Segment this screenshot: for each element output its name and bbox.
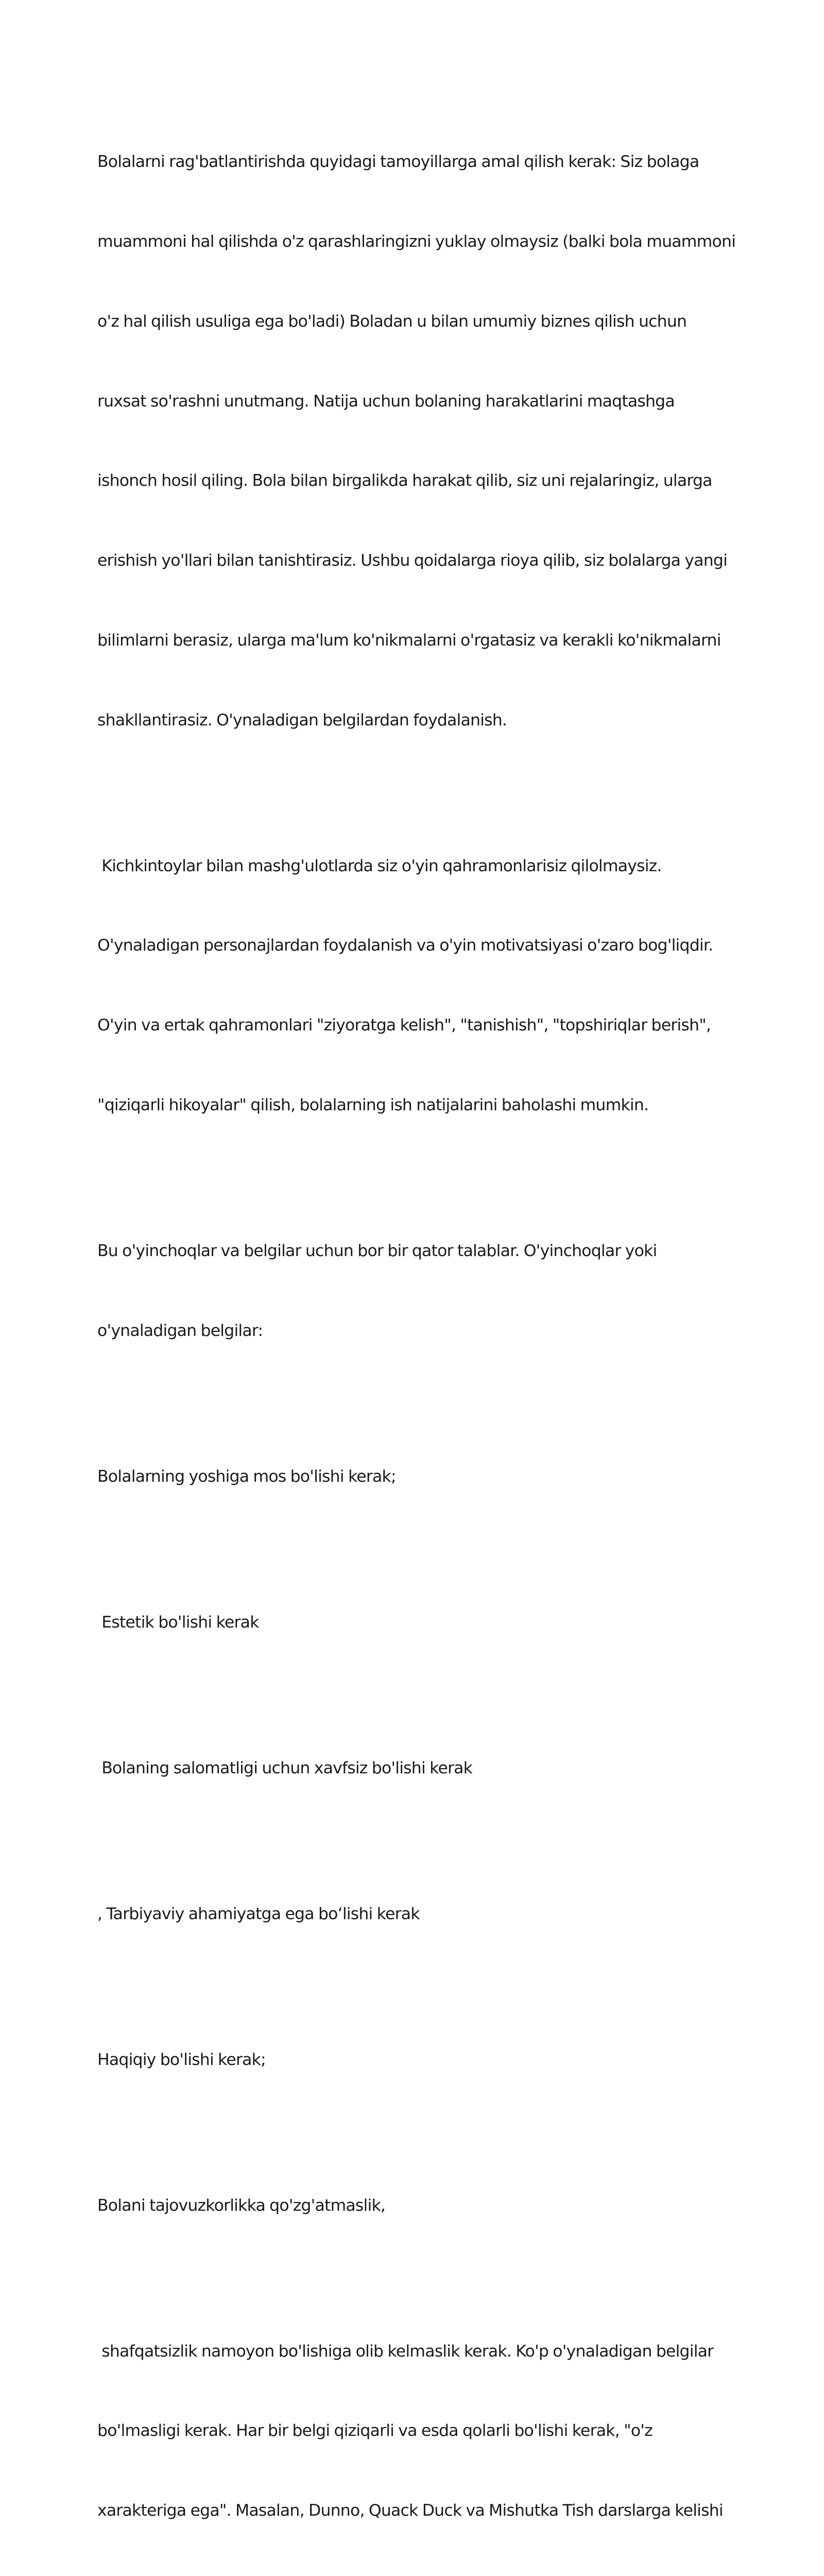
requirement-aesthetic	[97, 1556, 736, 1689]
text-line: Bolalarning yoshiga mos bo'lishi kerak;	[97, 1467, 396, 1486]
text-line: Bu o'yinchoqlar va belgilar uchun bor bir qator talablar. O'yinchoqlar yoki	[97, 1241, 657, 1260]
requirement-age	[97, 1411, 736, 1544]
text-line: bilimlarni berasiz, ularga ma'lum ko'nikmalarni o'rgatasiz va kerakli ko'nikmalarni	[97, 631, 721, 650]
requirement-safety	[97, 1702, 736, 1835]
text-line: , Tarbiyaviy ahamiyatga ega bo‘lishi kerak	[97, 1904, 420, 1923]
paragraph-2	[97, 800, 736, 1172]
requirement-educational	[97, 1848, 736, 1980]
text-line: bo'lmasligi kerak. Har bir belgi qiziqarli va esda qolarli bo'lishi kerak, "o'z	[97, 2421, 653, 2441]
text-line: O'yin va ertak qahramonlari "ziyoratga kelish", "tanishish", "topshiriqlar berish",	[97, 1016, 711, 1035]
text-line: muammoni hal qilishda o'z qarashlaringizni yuklay olmaysiz (balki bola muammoni	[97, 232, 736, 251]
paragraph-characters	[97, 2285, 736, 2576]
text-line: xarakteriga ega". Masalan, Dunno, Quack Duck va Mishutka Tish darslarga kelishi	[97, 2501, 723, 2520]
text-line: Estetik bo'lishi kerak	[97, 1613, 259, 1632]
text-line: ruxsat so'rashni unutmang. Natija uchun bolaning harakatlarini maqtashga	[97, 392, 675, 411]
text-line: O'ynaladigan personajlardan foydalanish va o'yin motivatsiyasi o'zaro bog'liqdir.	[97, 936, 713, 955]
text-line: Bolani tajovuzkorlikka qo'zg'atmaslik,	[97, 2196, 386, 2215]
text-line: Bolaning salomatligi uchun xavfsiz bo'lishi kerak	[97, 1758, 473, 1777]
text-line: Kichkintoylar bilan mashg'ulotlarda siz o'yin qahramonlarisiz qilolmaysiz.	[97, 856, 662, 875]
text-line: "qiziqarli hikoyalar" qilish, bolalarning ish natijalarini baholashi mumkin.	[97, 1095, 649, 1114]
paragraph-1	[97, 96, 736, 787]
text-line: shakllantirasiz. O'ynaladigan belgilardan foydalanish.	[97, 710, 507, 730]
requirement-realistic	[97, 1993, 736, 2126]
text-line: ishonch hosil qiling. Bola bilan birgalikda harakat qilib, siz uni rejalaringiz, ularga	[97, 471, 712, 490]
text-line: o'z hal qilish usuliga ega bo'ladi) Boladan u bilan umumiy biznes qilish uchun	[97, 312, 687, 331]
text-line: o'ynaladigan belgilar:	[97, 1321, 263, 1340]
text-line: Bolalarni rag'batlantirishda quyidagi tamoyillarga amal qilish kerak: Siz bolaga	[97, 152, 699, 172]
requirement-non-aggressive	[97, 2139, 736, 2272]
text-line: shafqatsizlik namoyon bo'lishiga olib kelmaslik kerak. Ko'p o'ynaladigan belgilar	[97, 2342, 714, 2361]
document-body	[97, 96, 736, 2576]
text-line: erishish yo'llari bilan tanishtirasiz. Ushbu qoidalarga rioya qilib, siz bolalarga yangi	[97, 551, 728, 570]
text-line: Haqiqiy bo'lishi kerak;	[97, 2050, 266, 2069]
paragraph-3	[97, 1185, 736, 1398]
